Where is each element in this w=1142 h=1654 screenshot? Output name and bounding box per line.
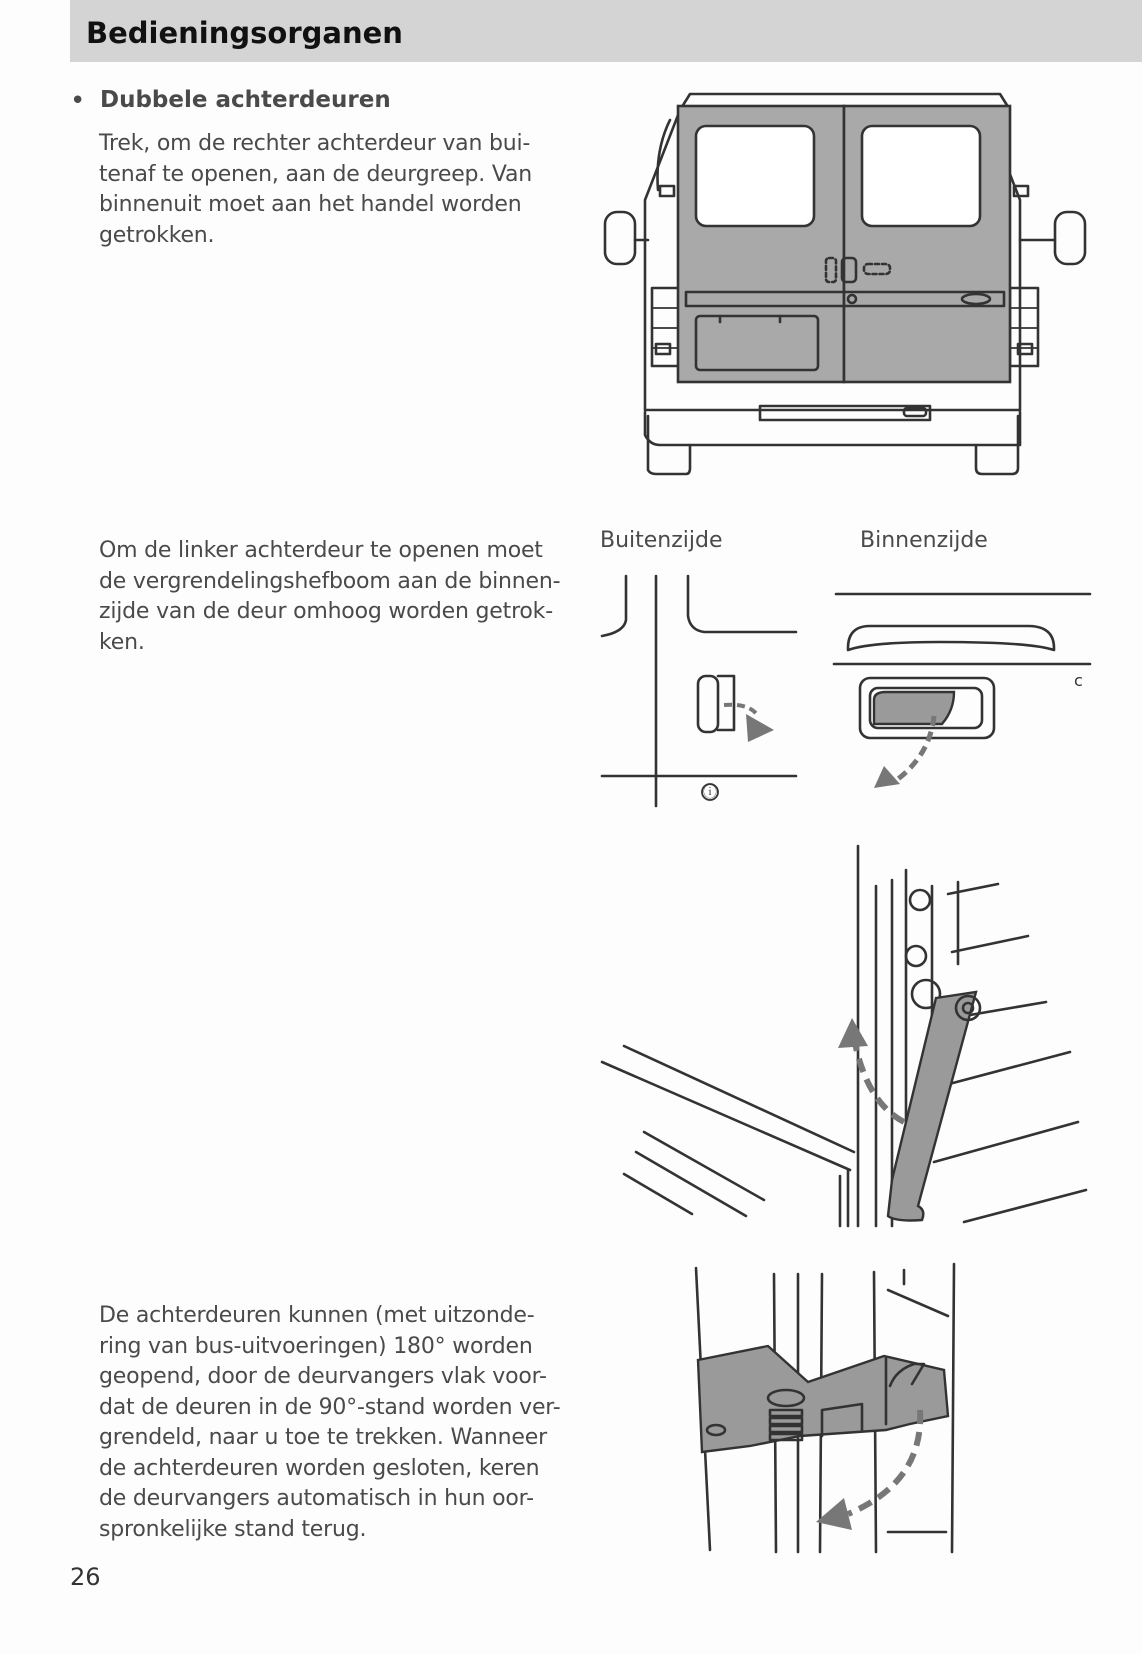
locking-lever-illustration	[600, 840, 1090, 1230]
paragraph-right-door	[99, 129, 569, 251]
text-line: zijde van de deur omhoog worden getrok-	[99, 599, 553, 624]
caption-inside: Binnenzijde	[860, 528, 988, 553]
text-line: de achterdeuren worden gesloten, keren	[99, 1455, 540, 1481]
text-line: geopend, door de deurvangers vlak voor-	[99, 1364, 547, 1389]
text-line: De achterdeuren kunnen (met uitzonde-	[99, 1303, 535, 1328]
lock-mark: ⓘ	[703, 785, 717, 801]
text-line: tenaf te openen, aan de deurgreep. Van	[99, 161, 533, 187]
corner-mark: c	[1074, 671, 1083, 690]
outside-handle-illustration	[600, 570, 800, 810]
inside-handle-illustration	[830, 570, 1090, 790]
paragraph-left-door	[99, 536, 569, 658]
page-number: 26	[70, 1563, 101, 1591]
text-line: binnenuit moet aan het handel worden	[99, 192, 522, 217]
text-line: ken.	[99, 629, 145, 655]
van-rear-illustration	[600, 90, 1090, 490]
page-title: Bedieningsorganen	[86, 16, 403, 50]
text-line: spronkelijke stand terug.	[99, 1516, 367, 1542]
page-header	[70, 0, 1142, 62]
text-line: de deurvangers automatisch in hun oor-	[99, 1486, 534, 1511]
section-title: Dubbele achterdeuren	[100, 87, 391, 113]
text-line: dat de deuren in de 90°-stand worden ver-	[99, 1394, 561, 1420]
door-catch-illustration	[690, 1260, 990, 1560]
caption-outside: Buitenzijde	[600, 528, 723, 553]
text-line: getrokken.	[99, 222, 215, 248]
text-line: Om de linker achterdeur te openen moet	[99, 538, 543, 563]
text-line: Trek, om de rechter achterdeur van bui-	[99, 131, 531, 156]
text-line: de vergrendelingshefboom aan de binnen-	[99, 568, 561, 594]
text-line: grendeld, naar u toe te trekken. Wanneer	[99, 1425, 547, 1450]
paragraph-door-catches	[99, 1301, 569, 1545]
bullet-point: •	[70, 86, 86, 116]
text-line: ring van bus-uitvoeringen) 180° worden	[99, 1333, 533, 1359]
